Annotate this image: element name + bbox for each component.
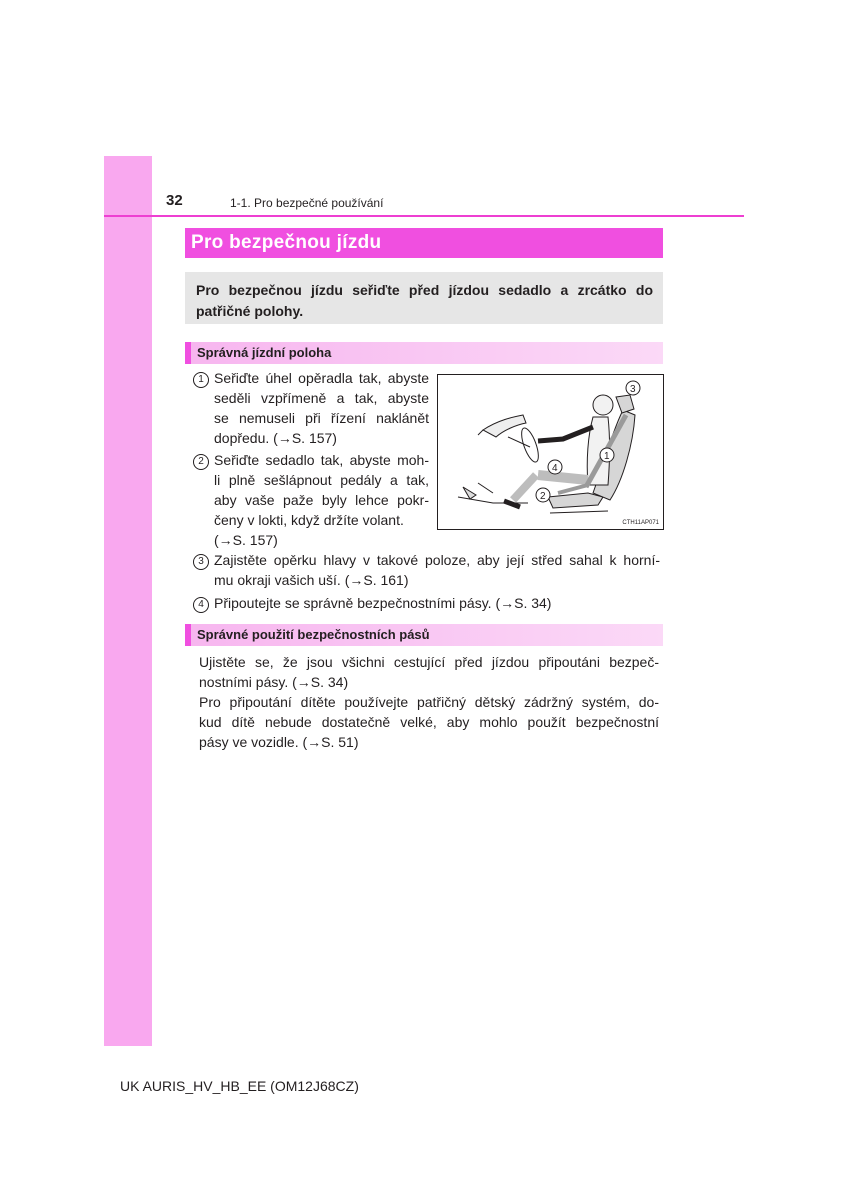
- intro-box: [185, 272, 663, 324]
- header-rule: [104, 215, 744, 217]
- callout-3: 3: [630, 384, 636, 395]
- item-line: mu okraji vašich uší. (→S. 161): [214, 572, 409, 588]
- page-title: Pro bezpečnou jízdu: [191, 232, 382, 253]
- item-line: Připoutejte se správně bezpečnostními pásy. (→S. 34): [214, 595, 552, 611]
- list-item: [214, 368, 429, 448]
- item-line: čeny v lokti, když držíte volant.: [214, 512, 404, 528]
- figure-code: CTH11AP071: [622, 520, 659, 526]
- para-line: Pro připoutání dítěte používejte patřičný dětský zádržný systém, do-: [199, 694, 659, 710]
- section-breadcrumb: 1-1. Pro bezpečné používání: [230, 196, 384, 210]
- item-line: Zajistěte opěrku hlavy v takové poloze, aby její střed sahal k horní-: [214, 552, 660, 568]
- title-bar: [185, 228, 663, 258]
- section-heading-seatbelt-use: [185, 624, 663, 646]
- intro-text: Pro bezpečnou jízdu seřiďte před jízdou sedadlo a zrcátko do patřičné polohy.: [196, 282, 653, 319]
- callout-1: 1: [604, 451, 610, 462]
- section-heading-label: Správné použití bezpečnostních pásů: [197, 627, 430, 642]
- driver-seat-drawing: [438, 375, 663, 529]
- item-number: 3: [193, 554, 209, 570]
- item-line: dopředu. (→S. 157): [214, 430, 337, 446]
- side-tab: [104, 156, 152, 1046]
- para-line: kud dítě nebude dostatečně velké, aby mohlo použít bezpečnostní: [199, 714, 659, 730]
- para-line: Ujistěte se, že jsou všichni cestující před jízdou připoutáni bezpeč-: [199, 654, 659, 670]
- footer-doc-code: UK AURIS_HV_HB_EE (OM12J68CZ): [120, 1078, 359, 1094]
- item-line: se nemuseli při řízení naklánět: [214, 410, 429, 426]
- section-heading-label: Správná jízdní poloha: [197, 345, 332, 360]
- callout-2: 2: [540, 491, 546, 502]
- item-line: Seřiďte sedadlo tak, abyste moh-: [214, 452, 429, 468]
- item-line: seděli vzpřímeně a tak, abyste: [214, 390, 429, 406]
- section-heading-driving-position: [185, 342, 663, 364]
- para-line: nostními pásy. (→S. 34): [199, 674, 349, 690]
- item-number: 1: [193, 372, 209, 388]
- seatbelt-paragraph-1: [199, 652, 659, 692]
- list-item: [214, 593, 660, 613]
- page-number: 32: [166, 192, 183, 209]
- item-number: 2: [193, 454, 209, 470]
- para-line: pásy ve vozidle. (→S. 51): [199, 734, 359, 750]
- item-line: (→S. 157): [214, 532, 278, 548]
- item-line: aby vaše paže byly lehce pokr-: [214, 492, 429, 508]
- item-number: 4: [193, 597, 209, 613]
- seating-position-illustration: [437, 374, 664, 530]
- list-item: [214, 550, 660, 590]
- seatbelt-paragraph-2: [199, 692, 659, 752]
- item-line: li plně sešlápnout pedály a tak,: [214, 472, 429, 488]
- callout-4: 4: [552, 463, 558, 474]
- item-line: Seřiďte úhel opěradla tak, abyste: [214, 370, 429, 386]
- list-item: [214, 450, 429, 550]
